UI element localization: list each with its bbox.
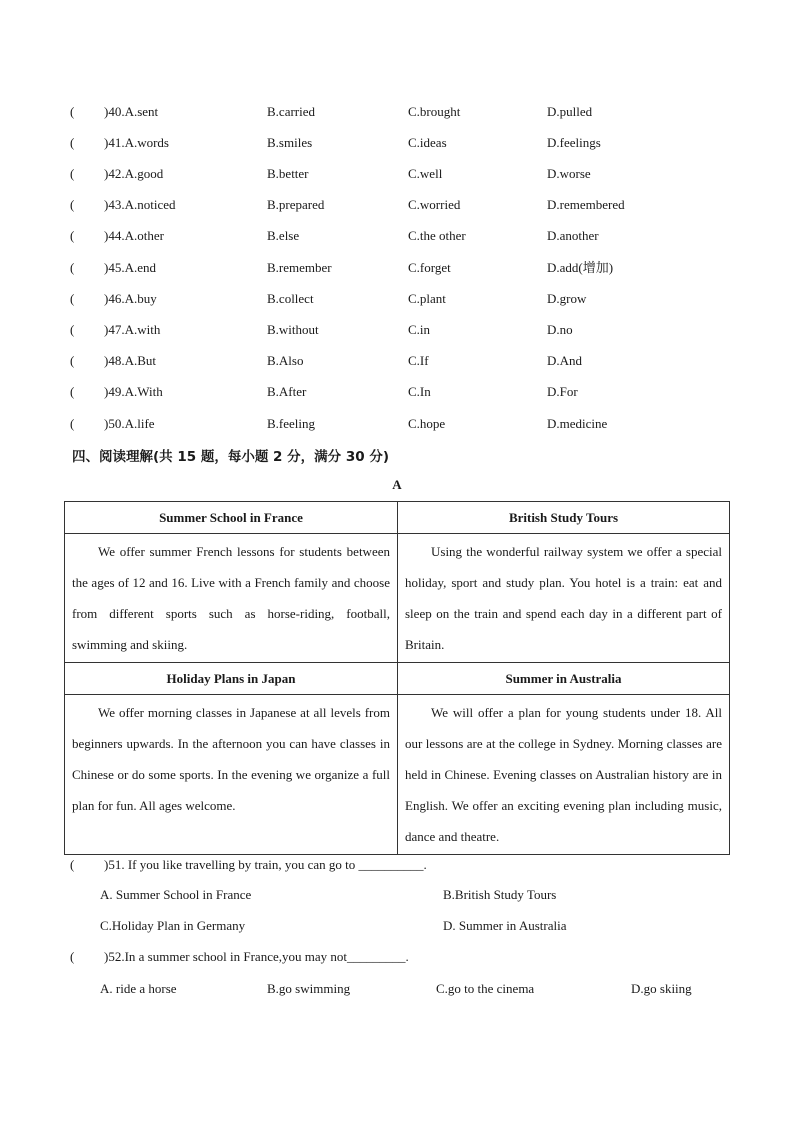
section-heading: 四、阅读理解(共 15 题，每小题 2 分，满分 30 分) [72,449,390,465]
option-b: B.else [267,228,300,243]
answer-blank[interactable]: ( [70,197,75,212]
option-b: B.British Study Tours [443,887,557,902]
option-c: C.Holiday Plan in Germany [100,918,246,933]
option-c: C.in [408,322,431,337]
option-d: D. Summer in Australia [443,918,567,933]
ad-text-japan: We offer morning classes in Japanese at all levels from beginners upwards. In the afternoon you can have classes in Chinese or do some sports. In the evening we organize a full plan for fun. All ages welcome. [65,695,398,855]
option-b: B.without [267,322,319,337]
answer-blank[interactable]: ( [70,260,75,275]
ad-text-britain: Using the wonderful railway system we offer a special holiday, sport and study plan. You hotel is a train: eat and sleep on the train and spend each day in a different part of Britain. [398,534,730,663]
ad-title-britain: British Study Tours [398,502,730,534]
option-a: )46.A.buy [104,291,157,306]
question-row [70,133,730,153]
option-d: D.worse [547,166,591,181]
question-row [70,351,730,371]
option-b: B.After [267,384,307,399]
option-a: )41.A.words [104,135,169,150]
option-c: C.go to the cinema [436,981,535,996]
question-row [70,289,730,309]
option-c: C.If [408,353,429,368]
question-text: )51. If you like travelling by train, you can go to __________. [104,857,427,872]
answer-blank[interactable]: ( [70,104,75,119]
answer-blank[interactable]: ( [70,857,75,872]
option-b: B.collect [267,291,314,306]
table-row [65,502,730,534]
answer-blank[interactable]: ( [70,135,75,150]
option-d: D.For [547,384,578,399]
option-b: B.go swimming [267,981,351,996]
passage-label: A [392,477,402,492]
option-d: D.go skiing [631,981,692,996]
question-51 [70,855,427,875]
option-b: B.smiles [267,135,313,150]
option-a: )49.A.With [104,384,163,399]
question-row [70,382,730,402]
option-a: )50.A.life [104,416,155,431]
option-b: B.Also [267,353,304,368]
question-row [70,320,730,340]
option-d: D.remembered [547,197,625,212]
option-d: D.feelings [547,135,601,150]
option-b: B.better [267,166,309,181]
option-a: )45.A.end [104,260,156,275]
question-row [70,258,730,278]
option-a: )47.A.with [104,322,161,337]
answer-blank[interactable]: ( [70,416,75,431]
table-row [65,534,730,663]
option-d: D.another [547,228,599,243]
ad-title-japan: Holiday Plans in Japan [65,663,398,695]
option-a: A. ride a horse [100,981,177,996]
ad-text-australia: We will offer a plan for young students under 18. All our lessons are at the college in Sydney. Morning classes are held in Chinese. Evening classes on Australian history are in English. We offer an exciting evening plan including music, dance and theatre. [398,695,730,855]
option-c: C.In [408,384,431,399]
answer-blank[interactable]: ( [70,384,75,399]
question-row [70,102,730,122]
option-b: B.carried [267,104,316,119]
option-c: C.hope [408,416,446,431]
option-c: C.forget [408,260,451,275]
ad-title-australia: Summer in Australia [398,663,730,695]
question-row [70,164,730,184]
ad-title-france: Summer School in France [65,502,398,534]
option-b: B.prepared [267,197,325,212]
answer-blank[interactable]: ( [70,322,75,337]
ads-table [64,501,730,855]
answer-blank[interactable]: ( [70,291,75,306]
option-a: )43.A.noticed [104,197,176,212]
option-a: )40.A.sent [104,104,159,119]
option-c: C.ideas [408,135,447,150]
answer-blank[interactable]: ( [70,353,75,368]
option-b: B.feeling [267,416,316,431]
option-c: C.well [408,166,443,181]
answer-blank[interactable]: ( [70,228,75,243]
option-a: )48.A.But [104,353,156,368]
option-a: A. Summer School in France [100,887,252,902]
question-52 [70,947,409,967]
option-d: D.add(增加) [547,260,614,275]
answer-blank[interactable]: ( [70,166,75,181]
option-c: C.brought [408,104,461,119]
ad-text-france: We offer summer French lessons for students between the ages of 12 and 16. Live with a French family and choose from different sports such as horse-riding, football, swimming and skiing. [65,534,398,663]
option-a: )44.A.other [104,228,164,243]
option-c: C.the other [408,228,466,243]
option-d: D.no [547,322,573,337]
question-text: )52.In a summer school in France,you may not_________. [104,949,409,964]
table-row [65,663,730,695]
option-d: D.And [547,353,583,368]
option-c: C.plant [408,291,446,306]
option-a: )42.A.good [104,166,164,181]
option-d: D.medicine [547,416,608,431]
table-row [65,695,730,855]
question-row [70,195,730,215]
question-row [70,414,730,434]
option-c: C.worried [408,197,461,212]
option-d: D.grow [547,291,587,306]
option-d: D.pulled [547,104,593,119]
answer-blank[interactable]: ( [70,949,75,964]
option-b: B.remember [267,260,332,275]
question-row [70,226,730,246]
